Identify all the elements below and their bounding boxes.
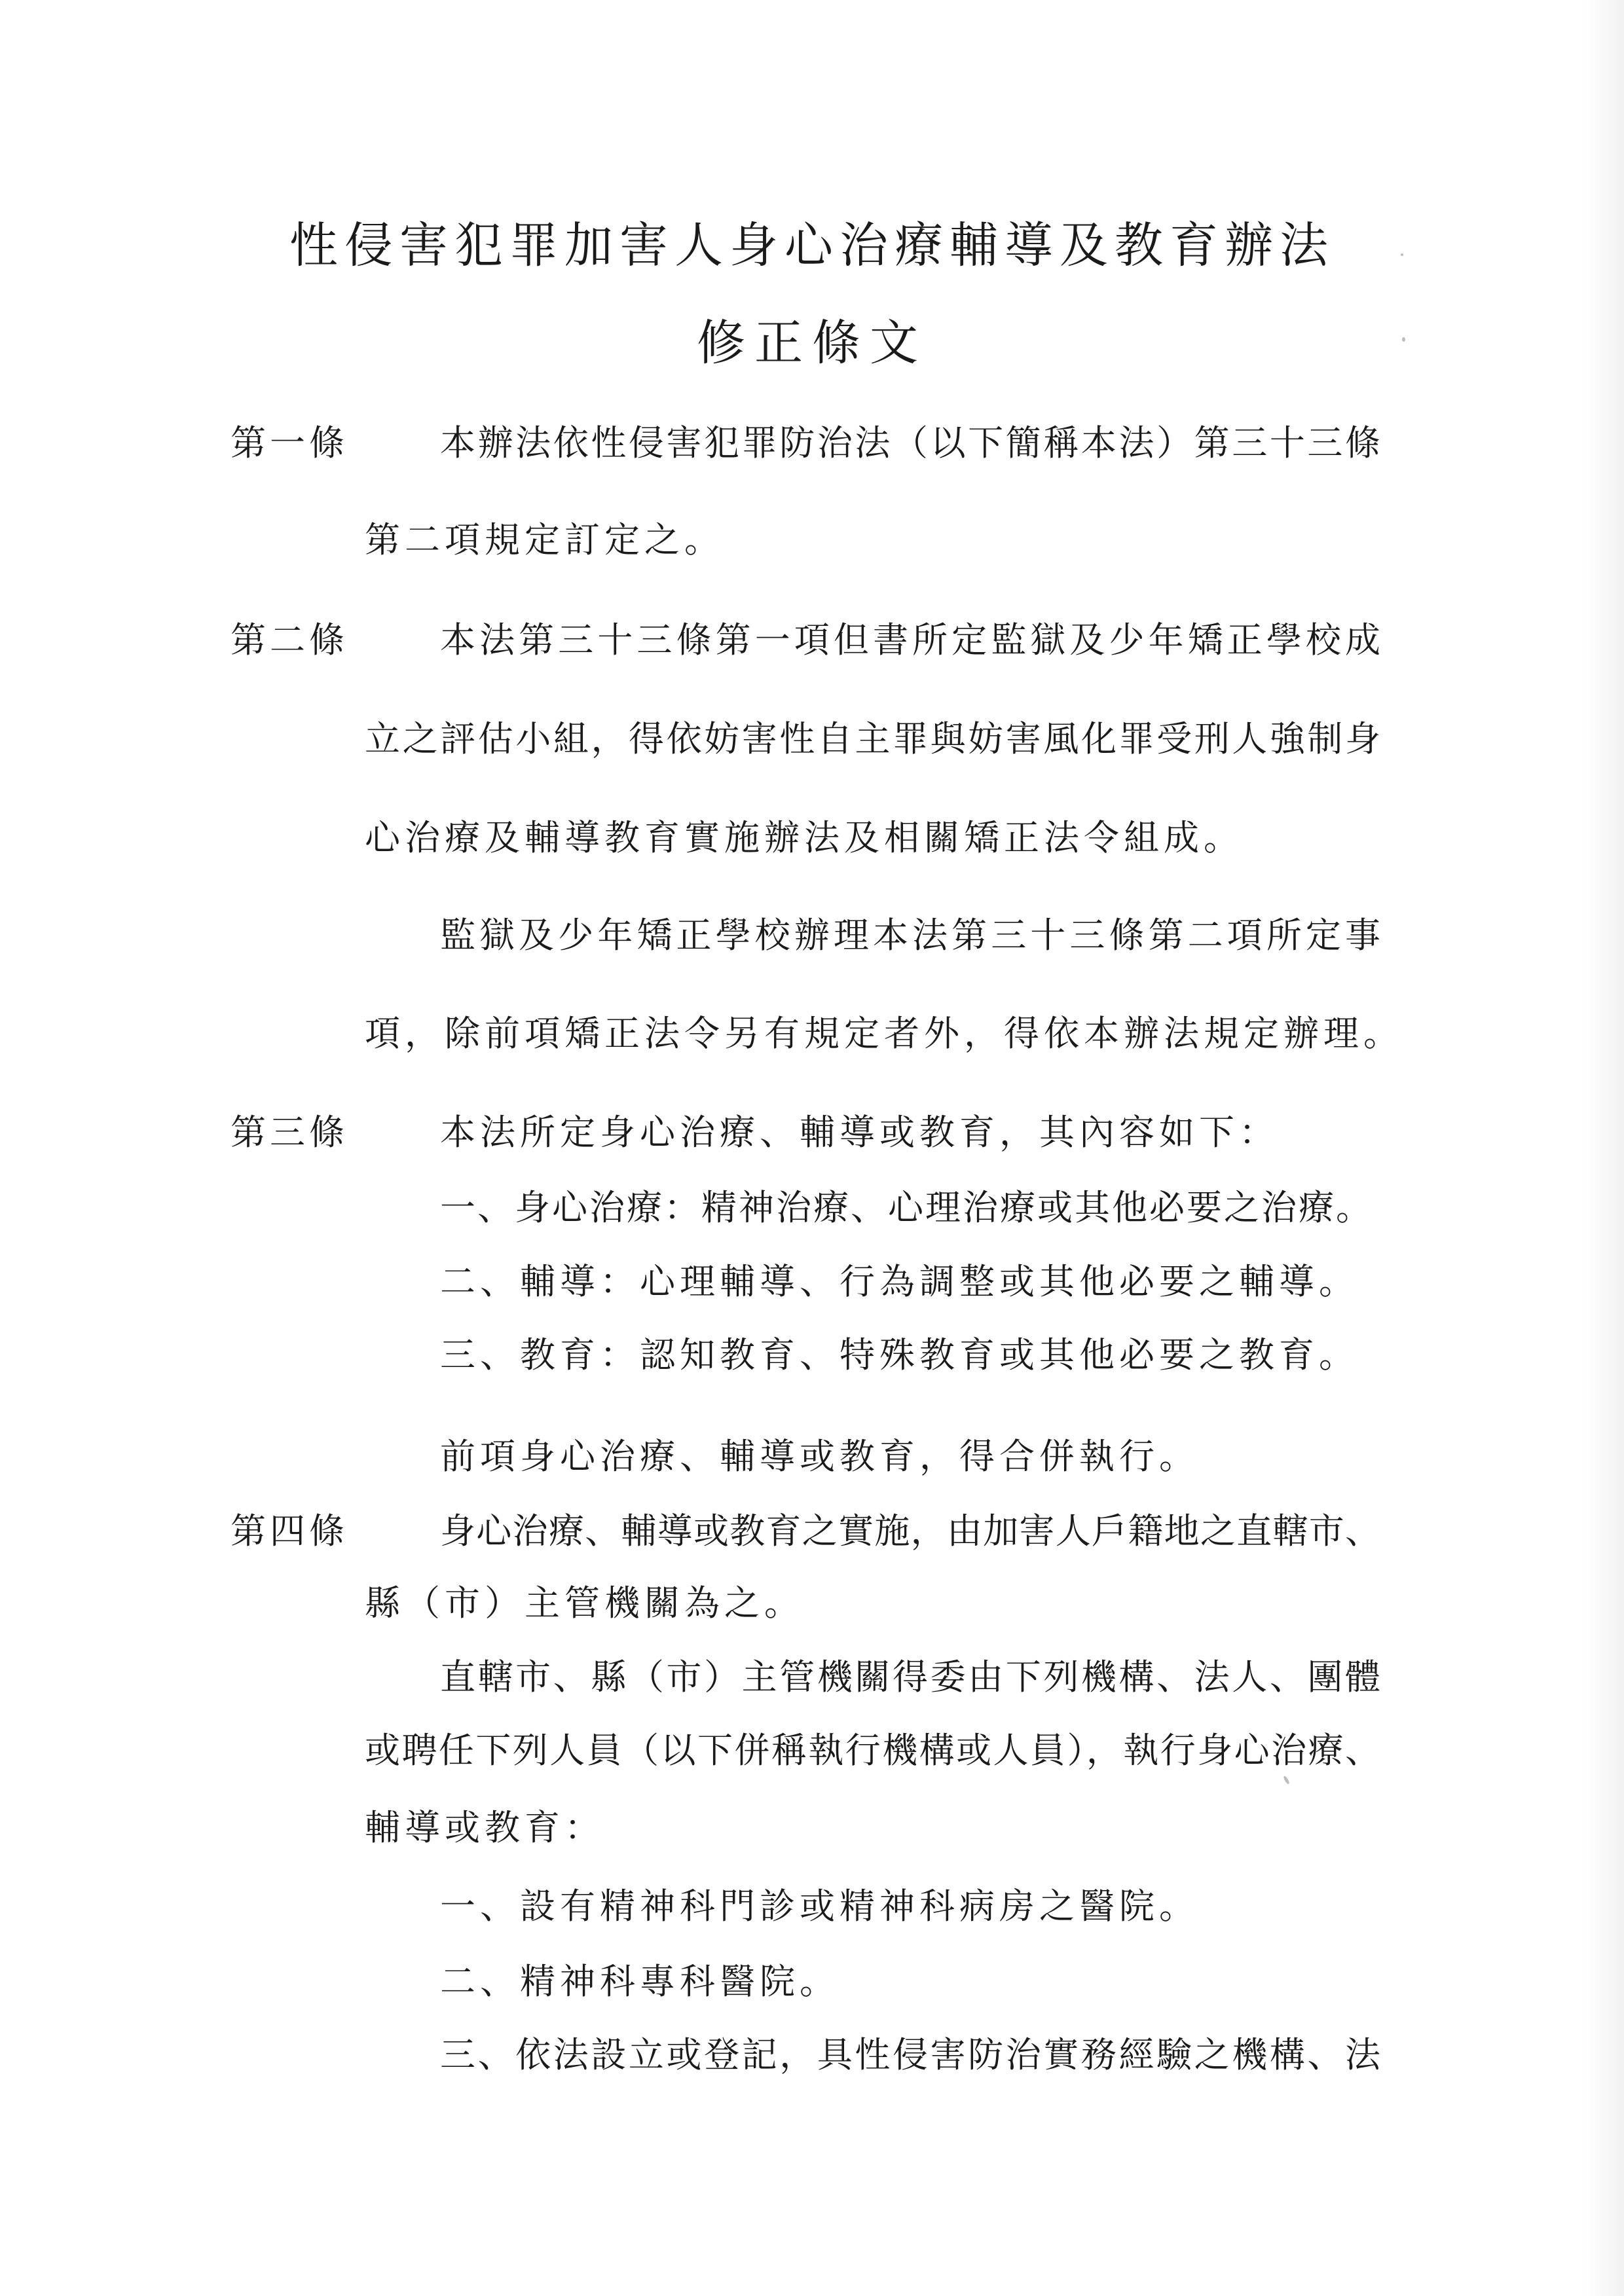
document-title: 性侵害犯罪加害人身心治療輔導及教育辦法: [289, 217, 1335, 274]
article-1-line-1: 本辦法依性侵害犯罪防治法（以下簡稱本法）第三十三條: [440, 422, 1380, 464]
article-label-3: 第三條: [231, 1112, 348, 1153]
article-3-line-3: 二、輔導：心理輔導、行為調整或其他必要之輔導。: [440, 1261, 1359, 1302]
article-1-line-2: 第二項規定訂定之。: [365, 519, 724, 560]
article-2-line-5: 項，除前項矯正法令另有規定者外，得依本辦法規定辦理。: [365, 1013, 1403, 1054]
scan-speck: [1283, 1776, 1290, 1785]
article-4-line-5: 輔導或教育：: [365, 1807, 604, 1848]
document-subtitle: 修正條文: [697, 315, 927, 371]
article-label-4: 第四條: [231, 1510, 348, 1552]
article-2-line-1: 本法第三十三條第一項但書所定監獄及少年矯正學校成: [440, 619, 1380, 661]
article-2-line-2: 立之評估小組，得依妨害性自主罪與妨害風化罪受刑人強制身: [365, 718, 1380, 759]
article-2-line-3: 心治療及輔導教育實施辦法及相關矯正法令組成。: [365, 817, 1244, 858]
article-3-line-2: 一、身心治療：精神治療、心理治療或其他必要之治療。: [440, 1187, 1373, 1228]
article-4-line-2: 縣（市）主管機關為之。: [365, 1582, 804, 1624]
article-label-1: 第一條: [231, 422, 348, 464]
article-4-line-1: 身心治療、輔導或教育之實施，由加害人戶籍地之直轄市、: [440, 1510, 1380, 1552]
article-label-2: 第二條: [231, 619, 348, 661]
article-4-line-6: 一、設有精神科門診或精神科病房之醫院。: [440, 1886, 1199, 1927]
article-4-line-8: 三、依法設立或登記，具性侵害防治實務經驗之機構、法: [440, 2034, 1380, 2075]
article-3-line-1: 本法所定身心治療、輔導或教育，其內容如下：: [440, 1112, 1279, 1153]
article-4-line-7: 二、精神科專科醫院。: [440, 1961, 840, 2002]
article-2-line-4: 監獄及少年矯正學校辦理本法第三十三條第二項所定事: [440, 915, 1380, 956]
article-4-line-4: 或聘任下列人員（以下併稱執行機構或人員），執行身心治療、: [365, 1730, 1380, 1771]
article-3-line-4: 三、教育：認知教育、特殊教育或其他必要之教育。: [440, 1334, 1359, 1376]
article-3-line-5: 前項身心治療、輔導或教育，得合併執行。: [440, 1436, 1199, 1477]
article-4-line-3: 直轄市、縣（市）主管機關得委由下列機構、法人、團體: [440, 1656, 1380, 1698]
